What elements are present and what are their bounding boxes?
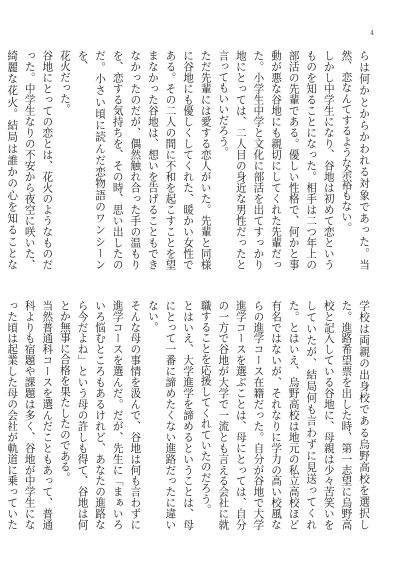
paragraph: 花火だった。 xyxy=(58,50,71,115)
paragraph: ただ先輩には愛する恋人がいた。先輩と同様に谷地にも優しくしてくれた、暖かい女性である。その二人の間に不和を起こすことを望まなかった谷地は、想いを告げることもできなかったのだが、偶然触れ合った手の温もりを、恋する気持ちを、その時、思い出したのだ。小さい頃に読んだ恋物語のワンシーンを、 xyxy=(76,50,212,270)
text-block-bottom xyxy=(6,300,372,530)
paragraph: らは何かとからかわれる対象であった。当然、恋なんてするような余裕もない。 xyxy=(340,50,370,270)
paragraph: 谷地にとっての恋とは、花火のようなものだった。中学生なりの不安から夜空に咲いた、綺麗な花火。結局は誰かの心を知ることな xyxy=(6,50,54,270)
paragraph: 当然普通科コースを選んだこともあって、普通科よりも宿題や課題は多く、谷地が中学生になった頃は起業した母の会社が軌道に乗っていた xyxy=(6,300,54,530)
paragraph: とはいえ、大学進学を諦めるということは、母にとって一番に諦めたくない進路だったに違いない。 xyxy=(146,300,195,530)
text-block-top xyxy=(6,50,372,270)
paragraph: そんな母の事情を汲んで、谷地は何も言わずに進学コースを選んだ。だが、先生に「まぁいろいろ悩むところもあるけれど、あなたの進路なら今だよね」という母の許しも得て、谷地は何とか無事に合格を果たしたのである。 xyxy=(58,300,142,530)
paragraph: しかし中学生になり、谷地は初めて恋というものを知ることになった。相手は二つ年上の部活の先輩である。優しい性格で、何かと事動が悪な谷地にも親切にしてくれた先輩だった。小学生中学と文化に部活を出てすっかり地にとっては、二人目の身近な男性だったと言ってもいいだろう。 xyxy=(217,50,335,270)
paragraph: 学校は両親の出身校である烏野高校を選択した。進路希望票を出した時、第一志望に烏野高校と記入している谷地に、母親は少々苦笑いをしていたが、結局何も言わずに見送ってくれた。とはいえ、烏野高校は地元の私立高校ほど有名ではないが、それなりに学力の高い校風ならの進学コース在籍だった。自分が谷地で大学進学コースを選ぶことは、母にとっては、自分の一方で谷地が大学で一流とも言える会社に就職することを応援してくれていたのだろう。 xyxy=(199,300,370,530)
page-number: 4 xyxy=(370,30,374,37)
